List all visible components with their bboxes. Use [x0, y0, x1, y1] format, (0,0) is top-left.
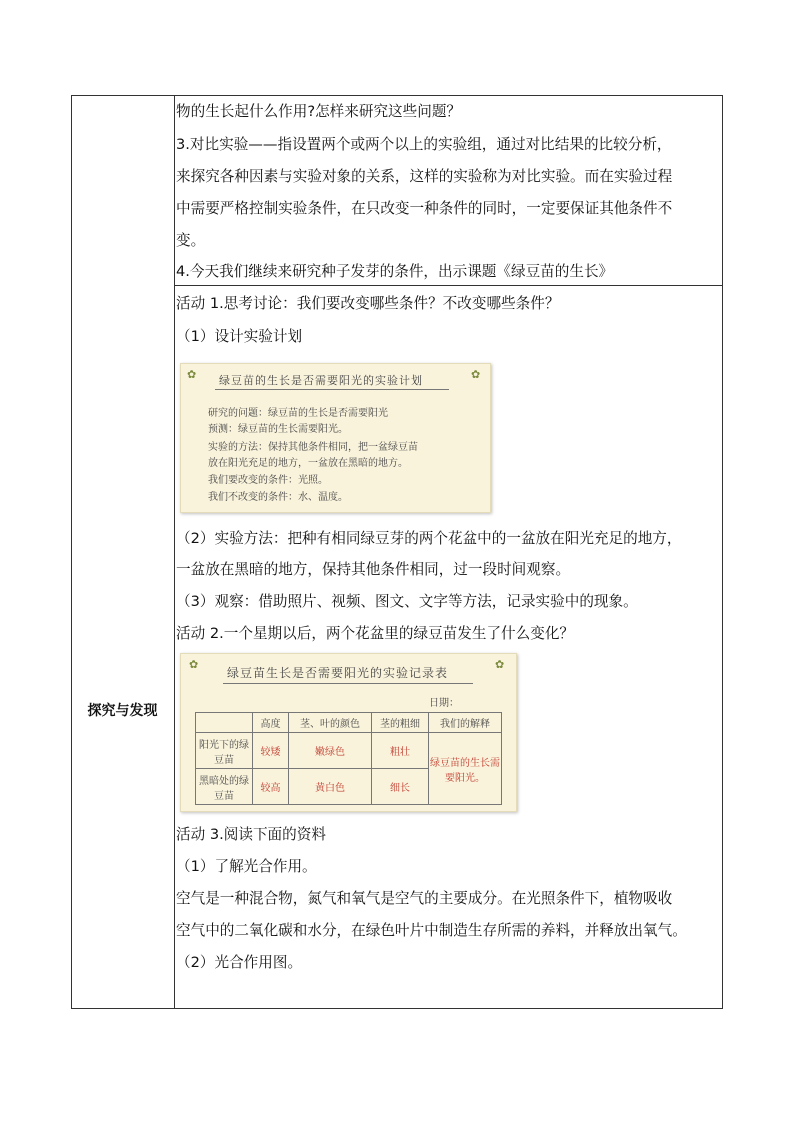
record-header: 高度	[253, 713, 289, 733]
intro-line: 变。	[176, 232, 206, 249]
method-line: 一盆放在黑暗的地方，保持其他条件相同，过一段时间观察。	[176, 561, 571, 578]
record-header: 茎、叶的颜色	[289, 713, 372, 733]
record-color-cell: 嫩绿色	[289, 733, 372, 769]
record-explanation-cell: 绿豆苗的生长需要阳光。	[429, 733, 502, 805]
activity3-step2: （2）光合作用图。	[176, 954, 303, 971]
photosynthesis-text: 空气是一种混合物，氮气和氧气是空气的主要成分。在光照条件下，植物吸收	[176, 890, 673, 907]
plan-line: 我们要改变的条件：光照。	[208, 475, 328, 486]
record-title: 绿豆苗生长是否需要阳光的实验记录表	[227, 666, 449, 680]
record-header: 我们的解释	[429, 713, 502, 733]
sprig-icon: ✿	[471, 368, 481, 381]
method-line: （2）实验方法：把种有相同绿豆芽的两个花盆中的一盆放在阳光充足的地方，	[176, 530, 682, 547]
row-divider	[174, 285, 723, 286]
activity2-heading: 活动 2.一个星期以后，两个花盆里的绿豆苗发生了什么变化？	[176, 625, 575, 642]
intro-line: 4.今天我们继续来研究种子发芽的条件，出示课题《绿豆苗的生长》	[176, 263, 614, 280]
plan-line: 研究的问题：绿豆苗的生长是否需要阳光	[208, 408, 388, 419]
record-row-label: 黑暗处的绿豆苗	[196, 769, 253, 805]
activity3-heading: 活动 3.阅读下面的资料	[176, 826, 326, 843]
record-table	[195, 712, 502, 805]
intro-line: 来探究各种因素与实验对象的关系，这样的实验称为对比实验。而在实验过程	[176, 168, 673, 185]
record-header	[196, 713, 253, 733]
sprig-icon: ✿	[187, 368, 197, 381]
sprig-icon: ✿	[495, 658, 505, 671]
plan-line: 放在阳光充足的地方，一盆放在黑暗的地方。	[208, 458, 408, 469]
record-header: 茎的粗细	[372, 713, 429, 733]
record-date-label: 日期：	[429, 698, 459, 709]
plan-line: 实验的方法：保持其他条件相同，把一盆绿豆苗	[208, 442, 418, 453]
record-thickness-cell: 粗壮	[372, 733, 429, 769]
record-height-cell: 较矮	[253, 733, 289, 769]
record-title-underline	[223, 683, 473, 684]
activity3-step1: （1）了解光合作用。	[176, 858, 317, 875]
record-row-label: 阳光下的绿豆苗	[196, 733, 253, 769]
activity1-step1: （1）设计实验计划	[176, 328, 303, 345]
record-height-cell: 较高	[253, 769, 289, 805]
plan-title: 绿豆苗的生长是否需要阳光的实验计划	[219, 374, 423, 387]
experiment-plan-card	[180, 363, 491, 513]
plan-line: 预测：绿豆苗的生长需要阳光。	[208, 424, 348, 435]
record-thickness-cell: 细长	[372, 769, 429, 805]
intro-line: 3.对比实验——指设置两个或两个以上的实验组，通过对比结果的比较分析，	[176, 136, 672, 153]
column-divider	[174, 95, 175, 1009]
intro-line: 中需要严格控制实验条件，在只改变一种条件的同时，一定要保证其他条件不	[176, 200, 673, 217]
observe-line: （3）观察：借助照片、视频、图文、文字等方法，记录实验中的现象。	[176, 593, 638, 610]
photosynthesis-text: 空气中的二氧化碳和水分，在绿色叶片中制造生存所需的养料，并释放出氧气。	[176, 922, 687, 939]
experiment-record-card	[180, 653, 517, 812]
sprig-icon: ✿	[189, 658, 199, 671]
intro-line: 物的生长起什么作用?怎样来研究这些问题？	[176, 103, 462, 120]
plan-line: 我们不改变的条件：水、温度。	[208, 492, 348, 503]
section-label: 探究与发现	[87, 703, 158, 719]
lesson-table	[71, 95, 723, 1009]
record-color-cell: 黄白色	[289, 769, 372, 805]
plan-title-underline	[215, 389, 449, 390]
activity1-heading: 活动 1.思考讨论：我们要改变哪些条件？不改变哪些条件？	[176, 295, 560, 312]
